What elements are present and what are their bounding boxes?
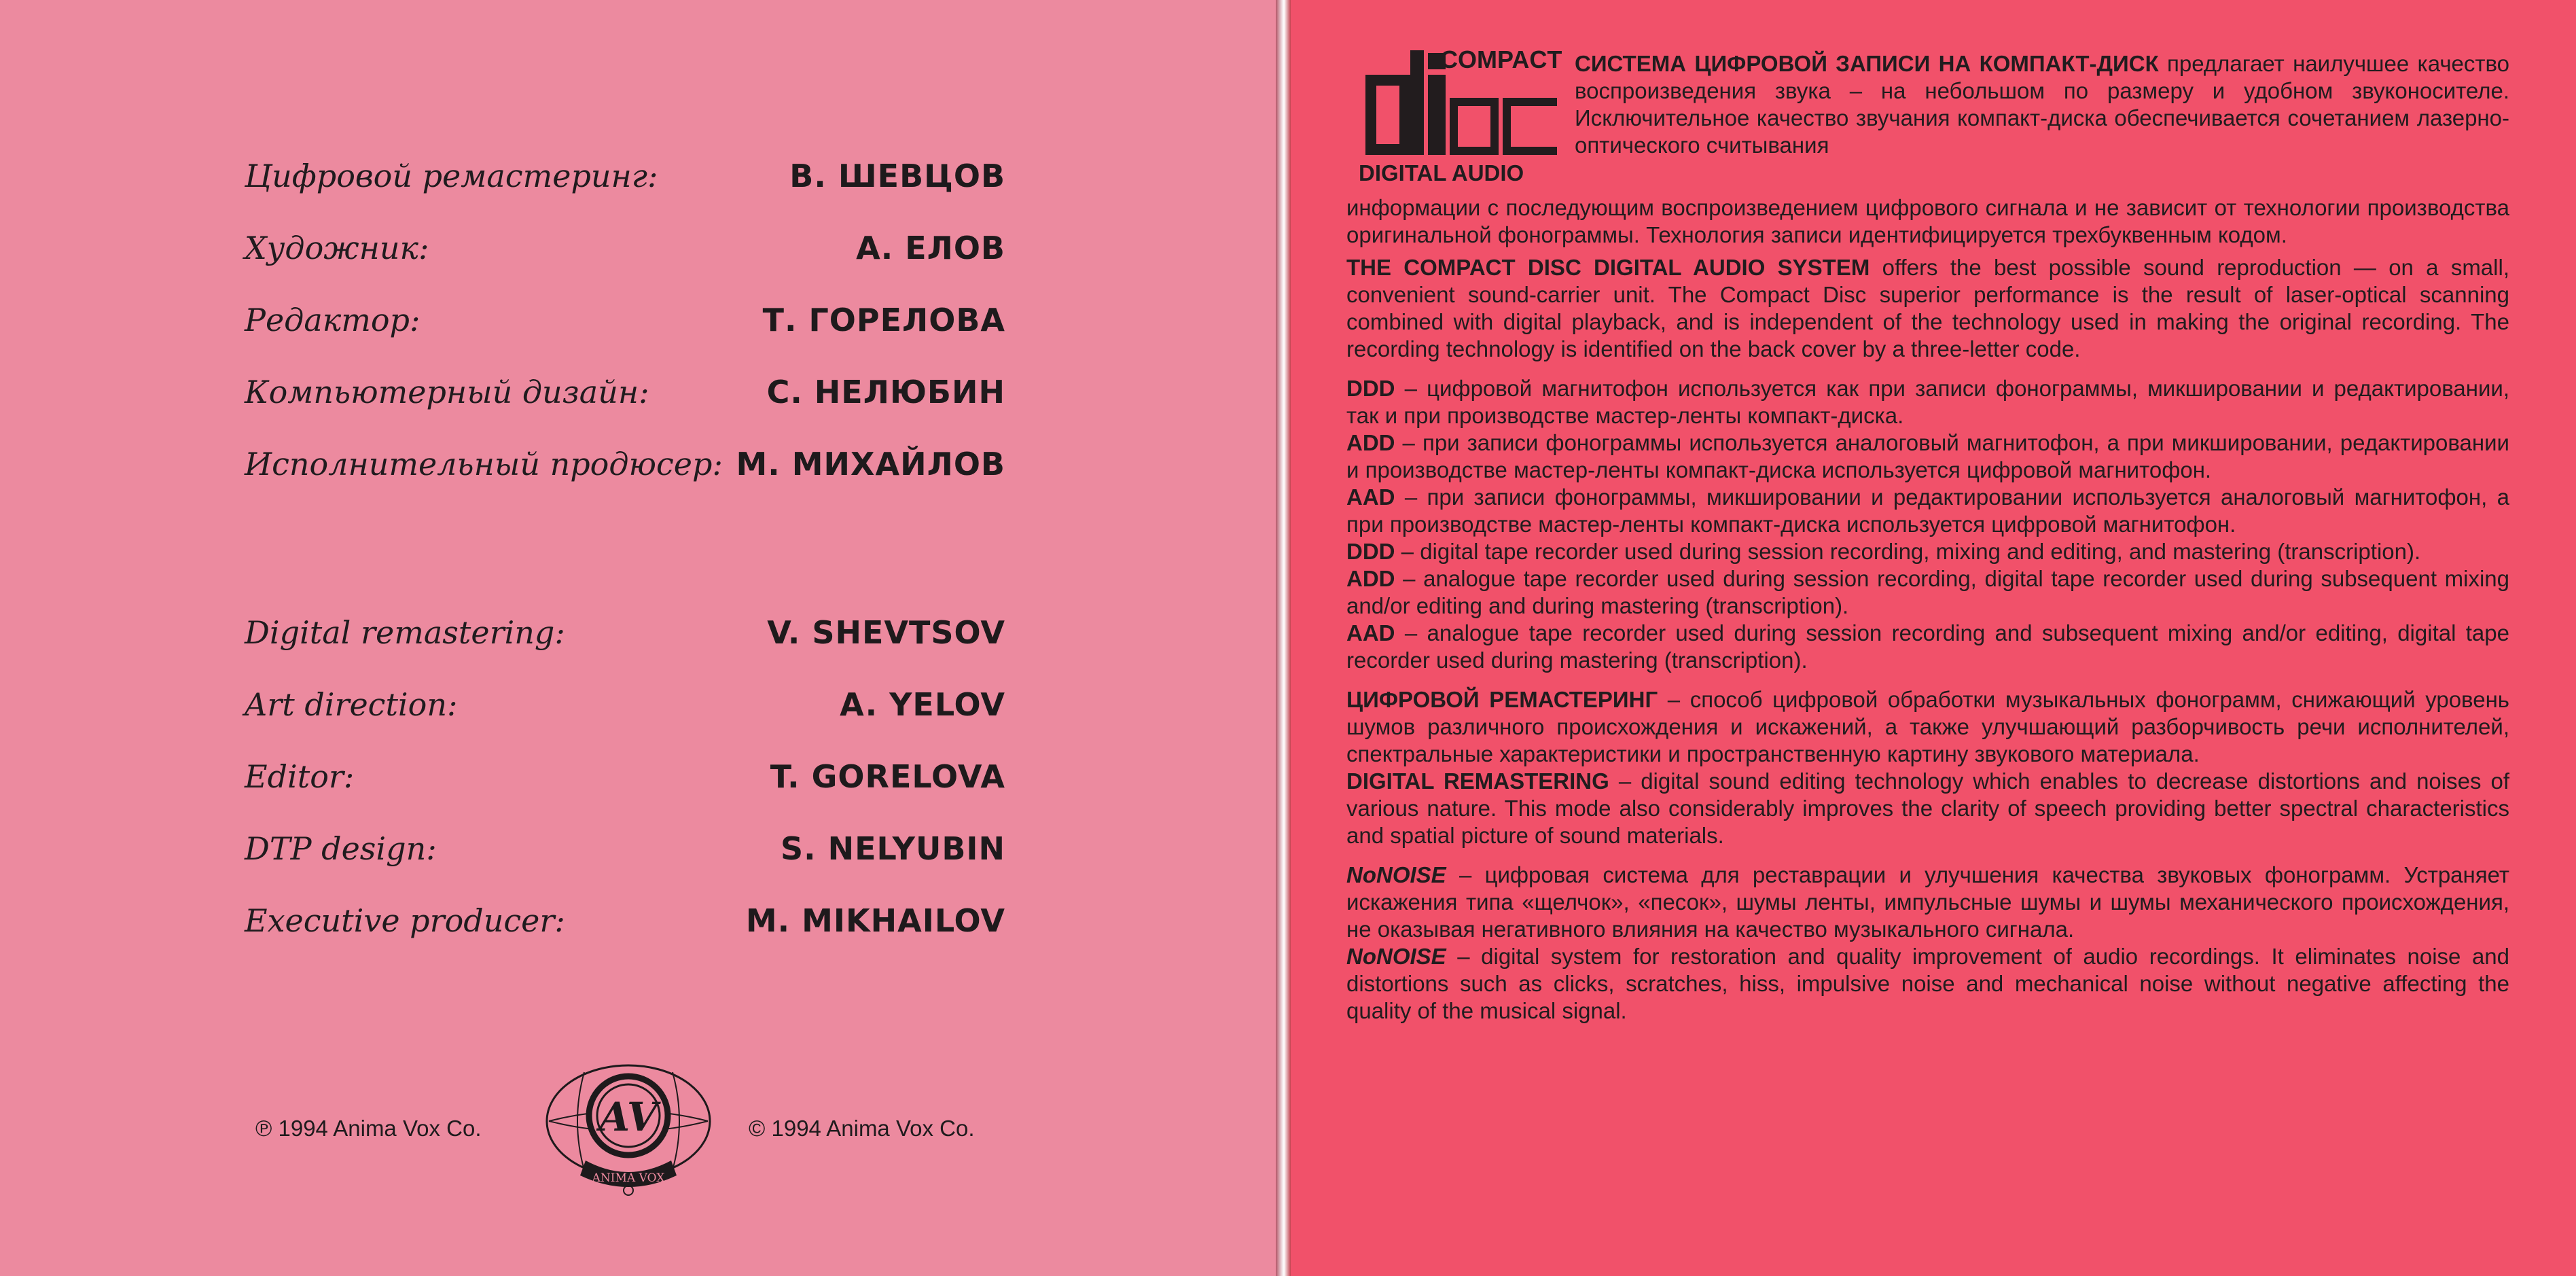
credit-row xyxy=(245,230,1005,302)
credit-role: Digital remastering: xyxy=(245,614,565,651)
credit-row xyxy=(245,758,1005,830)
remastering-en-text: – digital sound editing technology which enables to decrease distortions and noises of various nature. This mode also considerably improves the clarity of speech providing better spectral characteristics and spatial picture of sound materials. xyxy=(1346,768,2510,848)
code-label: ADD xyxy=(1346,566,1395,591)
cd-system-en xyxy=(1346,254,2509,363)
info-body xyxy=(1346,194,2509,1025)
copyright: © 1994 Anima Vox Co. xyxy=(749,1116,975,1141)
credit-row xyxy=(245,686,1005,758)
credit-name: M. MIKHAILOV xyxy=(745,902,1005,939)
cd-system-ru-title: СИСТЕМА ЦИФРОВОЙ ЗАПИСИ НА КОМПАКТ-ДИСК xyxy=(1575,51,2159,76)
credit-role: Цифровой ремастеринг: xyxy=(245,158,658,194)
code-ddd-en xyxy=(1346,538,2509,565)
remastering-ru xyxy=(1346,686,2509,768)
credit-role: Исполнительный продюсер: xyxy=(245,446,723,482)
remastering-ru-title: ЦИФРОВОЙ РЕМАСТЕРИНГ xyxy=(1346,687,1658,712)
credits-russian xyxy=(245,158,1005,518)
credit-name: С. НЕЛЮБИН xyxy=(766,374,1005,410)
credits-panel xyxy=(0,0,1276,1276)
credit-role: Editor: xyxy=(245,758,355,795)
code-aad-ru xyxy=(1346,484,2509,538)
credit-name: S. NELYUBIN xyxy=(780,830,1005,867)
credit-role: Компьютерный дизайн: xyxy=(245,374,649,410)
credit-row xyxy=(245,902,1005,974)
cd-system-ru-continued: информации с последующим воспроизведением цифрового сигнала и не зависит от технологии производства оригинальной фонограммы. Технология записи идентифицируется трехбуквенным кодом. xyxy=(1346,195,2509,247)
credit-row xyxy=(245,374,1005,446)
code-label: AAD xyxy=(1346,620,1395,645)
credit-role: Executive producer: xyxy=(245,902,565,939)
logo-wordmark: ANIMA VOX xyxy=(592,1171,665,1185)
credit-role: DTP design: xyxy=(245,830,437,867)
code-label: DDD xyxy=(1346,539,1395,564)
code-text: – при записи фонограммы, микшировании и редактировании используется аналоговый магнитофон, а при производстве мастер-ленты компакт-диска используется цифровой магнитофон. xyxy=(1346,484,2509,537)
remastering-en-title: DIGITAL REMASTERING xyxy=(1346,768,1609,794)
nonoise-ru-title: NoNOISE xyxy=(1346,862,1446,887)
booklet-fold xyxy=(1276,0,1291,1276)
credit-role: Редактор: xyxy=(245,302,421,338)
remastering-en xyxy=(1346,768,2509,849)
cd-system-en-text: offers the best possible sound reproduction — on a small, convenient sound-carrier unit. The Compact Disc superior performance is the result of laser-optical scanning combined with digital playback, and is independent of the technology used in making the original recording. The recording technology is identified on the back cover by a three-letter code. xyxy=(1346,255,2509,361)
credit-name: V. SHEVTSOV xyxy=(767,614,1005,651)
credit-name: A. YELOV xyxy=(840,686,1005,723)
credit-name: А. ЕЛОВ xyxy=(856,230,1005,266)
credit-name: М. МИХАЙЛОВ xyxy=(736,446,1005,482)
code-label: ADD xyxy=(1346,430,1395,455)
code-ddd-ru xyxy=(1346,375,2509,429)
credit-row xyxy=(245,302,1005,374)
code-text: – при записи фонограммы используется аналоговый магнитофон, а при микшировании, редактировании и производстве мастер-ленты компакт-диска используется цифровой магнитофон. xyxy=(1346,430,2509,482)
credit-row xyxy=(245,158,1005,230)
nonoise-ru-text: – цифровая система для реставрации и улучшения качества звуковых фонограмм. Устраняет искажения типа «щелчок», «песок», шумы ленты, импульсные шумы и шумы механического происхождения, не оказывая негативного влияния на качество музыкального сигнала. xyxy=(1346,862,2509,942)
credit-role: Художник: xyxy=(245,230,429,266)
code-text: – analogue tape recorder used during session recording, digital tape recorder used during subsequent mixing and/or editing and during mastering (transcription). xyxy=(1346,566,2509,618)
cd-system-en-title: THE COMPACT DISC DIGITAL AUDIO SYSTEM xyxy=(1346,255,1870,280)
anima-vox-logo-icon xyxy=(543,1060,713,1196)
credit-name: Т. ГОРЕЛОВА xyxy=(762,302,1005,338)
cd-logo-compact: COMPACT xyxy=(1440,48,1562,73)
code-add-ru xyxy=(1346,429,2509,484)
code-add-en xyxy=(1346,565,2509,620)
compact-disc-logo-icon xyxy=(1352,48,1564,183)
code-label: AAD xyxy=(1346,484,1395,510)
code-text: – digital tape recorder used during session recording, mixing and editing, and mastering (transcription). xyxy=(1395,539,2421,564)
credit-name: T. GORELOVA xyxy=(770,758,1005,795)
code-text: – цифровой магнитофон используется как при записи фонограммы, микшировании и редактировании, так и при производстве мастер-ленты компакт-диска. xyxy=(1346,376,2509,428)
credits-english xyxy=(245,614,1005,974)
cd-system-ru-intro xyxy=(1575,50,2509,159)
logo-letters: AV xyxy=(599,1094,658,1140)
code-text: – analogue tape recorder used during session recording and subsequent mixing and/or editing, digital tape recorder used during mastering (transcription). xyxy=(1346,620,2509,673)
nonoise-en-title: NoNOISE xyxy=(1346,944,1446,969)
credit-row xyxy=(245,830,1005,902)
remastering-ru-text: – способ цифровой обработки музыкальных фонограмм, снижающий уровень шумов различного происхождения и искажений, а также улучшающий разборчивость речи исполнителей, спектральные характеристики и пространственную картину звукового материала. xyxy=(1346,687,2509,766)
credit-role: Art direction: xyxy=(245,686,458,723)
code-aad-en xyxy=(1346,620,2509,674)
credit-name: В. ШЕВЦОВ xyxy=(789,158,1005,194)
credit-row xyxy=(245,614,1005,686)
code-label: DDD xyxy=(1346,376,1395,401)
credit-row xyxy=(245,446,1005,518)
nonoise-ru xyxy=(1346,862,2509,943)
cd-system-ru-text: предлагает наилучшее качество воспроизведения звука – на небольшом по размеру и удобном звуконосителе. Исключительное качество звучания компакт-диска обеспечивается сочетанием лазерно-оптического считывания xyxy=(1575,51,2509,158)
nonoise-en xyxy=(1346,943,2509,1025)
nonoise-en-text: – digital system for restoration and quality improvement of audio recordings. It eliminates noise and distortions such as clicks, scratches, hiss, impulsive noise and mechanical noise without negative affecting the quality of the musical signal. xyxy=(1346,944,2509,1023)
cd-logo-digital-audio: DIGITAL AUDIO xyxy=(1359,160,1524,183)
phonogram-copyright: ℗ 1994 Anima Vox Co. xyxy=(255,1116,482,1141)
